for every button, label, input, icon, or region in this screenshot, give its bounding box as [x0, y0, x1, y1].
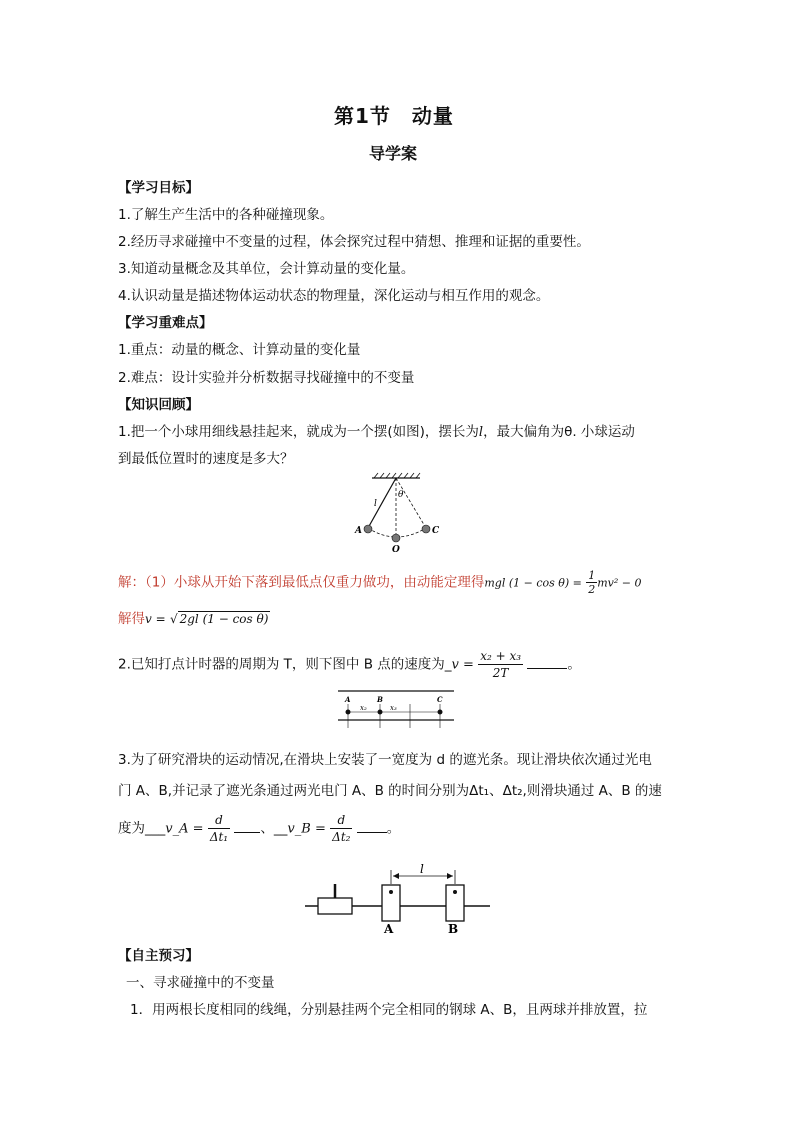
pendulum-o-label: O — [392, 545, 400, 554]
review-q2: 2.已知打点计时器的周期为 T，则下图中 B 点的速度为_v = $\frac{\text{x₂ + x₃}}{2T}$ 。 — [118, 649, 581, 680]
pendulum-figure — [350, 470, 450, 554]
goal-item: 1.了解生产生活中的各种碰撞现象。 — [118, 207, 334, 223]
keypoint-item: 1.重点：动量的概念、计算动量的变化量 — [118, 342, 361, 358]
page-subtitle: 导学案 — [369, 144, 418, 163]
pendulum-a-label: A — [355, 526, 362, 536]
review-q3-line1: 3.为了研究滑块的运动情况,在滑块上安装了一宽度为 d 的遮光条。现让滑块依次通过光电 — [118, 752, 652, 768]
keypoint-item: 2.难点：设计实验并分析数据寻找碰撞中的不变量 — [118, 370, 415, 386]
gates-l-label: l — [420, 862, 424, 876]
goal-item: 3.知道动量概念及其单位，会计算动量的变化量。 — [118, 261, 415, 277]
solve-line: 解得v = √ 2gl (1 − cos θ) — [118, 611, 269, 627]
gate-a-label: A — [384, 922, 394, 934]
review-q3-line3: 度为___v_A = $\frac{d}{\text{Δt₁}}$ 、__v_B = $\frac{d}{\text{Δt₂}}$ 。 — [118, 813, 401, 844]
ticker-tape-figure — [336, 686, 456, 734]
pendulum-c-label: C — [432, 526, 440, 536]
goal-item: 2.经历寻求碰撞中不变量的过程，体会探究过程中猜想、推理和证据的重要性。 — [118, 234, 590, 250]
review-q3-line2: 门 A、B,并记录了遮光条通过两光电门 A、B 的时间分别为Δt₁、Δt₂,则滑块通过 A、B 的速 — [118, 783, 662, 799]
preview-heading: 【自主预习】 — [118, 948, 199, 964]
pendulum-l-label: l — [374, 499, 377, 509]
tape-c-label: C — [437, 695, 443, 704]
goal-item: 4.认识动量是描述物体运动状态的物理量，深化运动与相互作用的观念。 — [118, 288, 550, 304]
tape-x2-label: x₂ — [360, 704, 367, 712]
pendulum-theta-label: θ — [398, 490, 404, 500]
tape-x3-label: x₃ — [390, 704, 397, 712]
review-heading: 【知识回顾】 — [118, 397, 199, 413]
review-q1-line2: 到最低位置时的速度是多大？ — [118, 451, 294, 467]
preview-q1: 1．用两根长度相同的线绳，分别悬挂两个完全相同的钢球 A、B，且两球并排放置，拉 — [130, 1002, 648, 1018]
tape-b-label: B — [377, 695, 383, 704]
review-q1-line1: 1.把一个小球用细线悬挂起来，就成为一个摆(如图)，摆长为l，最大偏角为θ. 小球运动 — [118, 424, 635, 440]
gate-b-label: B — [448, 922, 459, 934]
preview-subheading: 一、寻求碰撞中的不变量 — [126, 975, 275, 991]
goals-heading: 【学习目标】 — [118, 180, 199, 196]
answer-line: 解：（1）小球从开始下落到最低点仅重力做功，由动能定理得mgl (1 − cos θ) = $\frac{1}{2}$ mv² − 0 — [118, 569, 642, 596]
page-title: 第1节 动量 — [334, 104, 454, 128]
tape-a-label: A — [345, 695, 351, 704]
keypoints-heading: 【学习重难点】 — [118, 315, 213, 331]
photogate-figure — [300, 862, 495, 934]
